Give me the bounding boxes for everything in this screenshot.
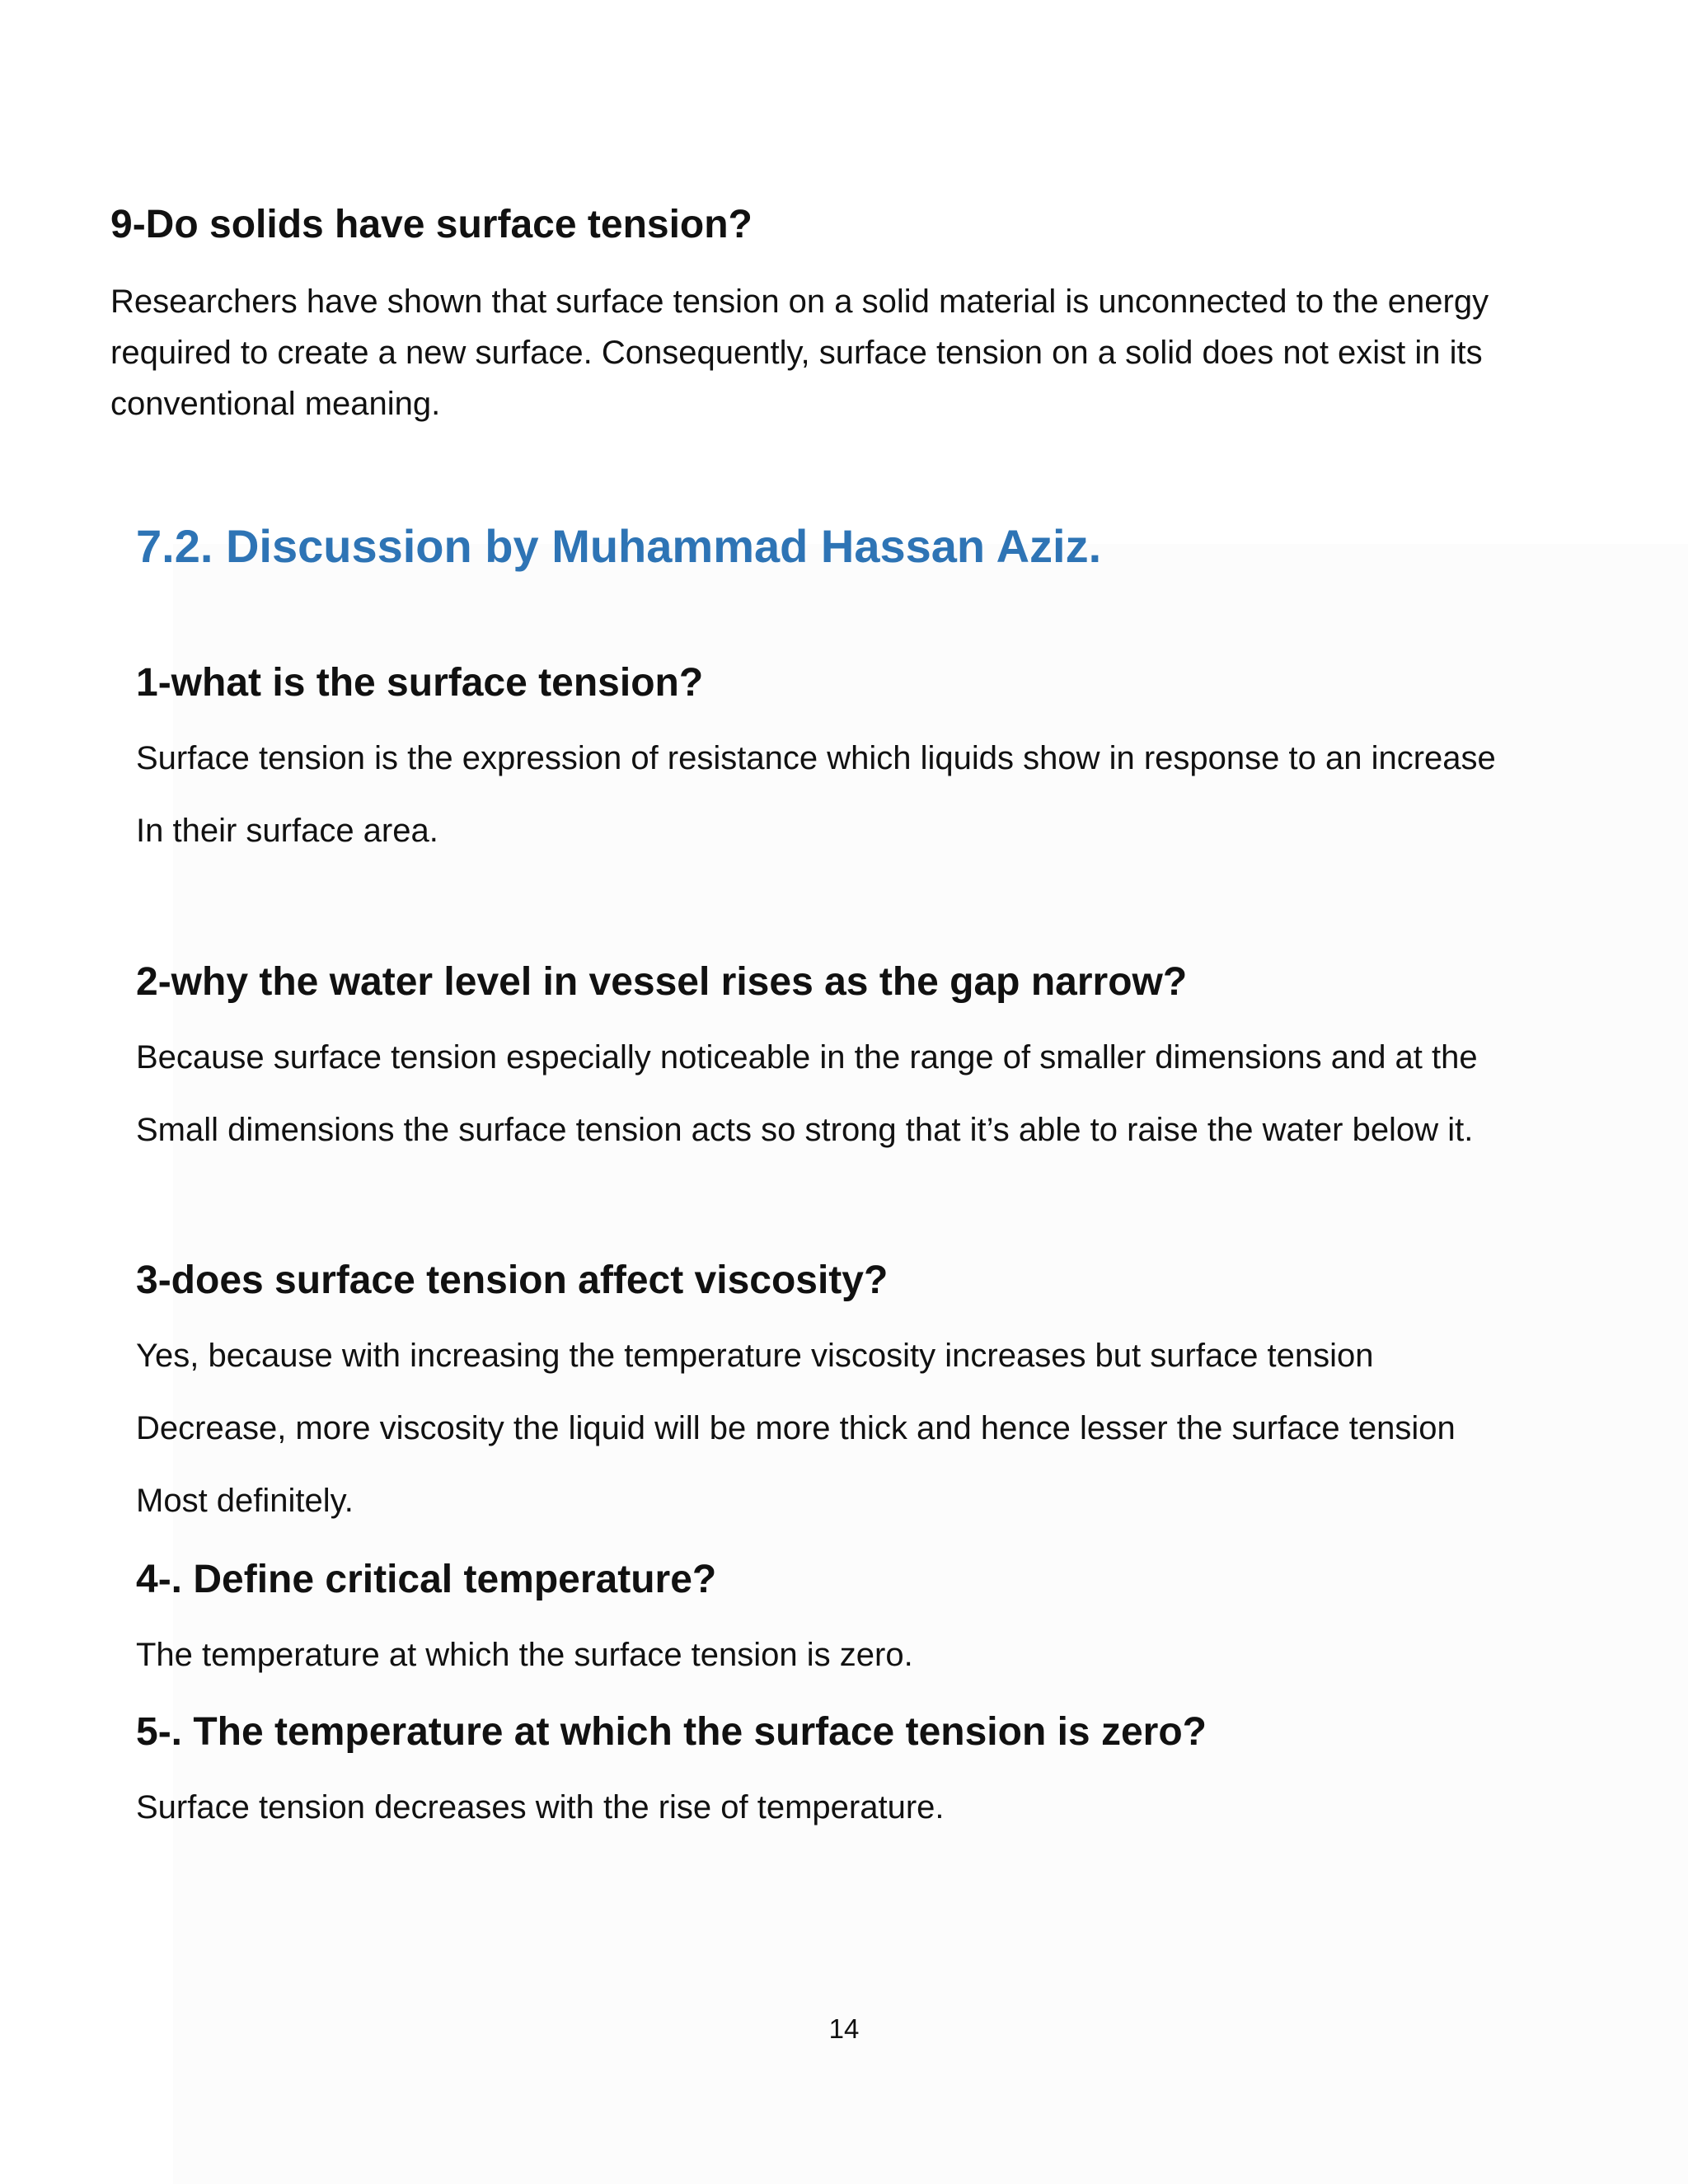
- question-3: [136, 1255, 888, 1306]
- answer-line: required to create a new surface. Consequently, surface tension on a solid does not exist in its: [110, 335, 1483, 371]
- answer-line: Decrease, more viscosity the liquid will be more thick and hence lesser the surface tension: [136, 1410, 1456, 1446]
- answer-line: Surface tension decreases with the rise of temperature.: [136, 1789, 945, 1825]
- answer-line: Small dimensions the surface tension acts so strong that it’s able to raise the water below it.: [136, 1112, 1474, 1148]
- question-9-heading: 9-Do solids have surface tension?: [110, 203, 753, 246]
- question-1-answer: [136, 722, 1496, 867]
- question-4-answer: [136, 1619, 913, 1691]
- question-4-heading: 4-. Define critical temperature?: [136, 1558, 717, 1601]
- answer-line: conventional meaning.: [110, 386, 441, 422]
- question-1: [136, 658, 703, 709]
- question-3-answer: [136, 1319, 1456, 1537]
- page-number: 14: [828, 2013, 860, 2044]
- answer-line: Yes, because with increasing the temperature viscosity increases but surface tension: [136, 1338, 1374, 1374]
- answer-line: In their surface area.: [136, 813, 438, 849]
- question-2-heading: 2-why the water level in vessel rises as the gap narrow?: [136, 960, 1188, 1004]
- question-5-heading: 5-. The temperature at which the surface tension is zero?: [136, 1710, 1207, 1754]
- question-1-heading: 1-what is the surface tension?: [136, 661, 704, 705]
- question-5: [136, 1707, 1207, 1758]
- question-2: [136, 957, 1187, 1008]
- answer-line: Because surface tension especially noticeable in the range of smaller dimensions and at the: [136, 1039, 1478, 1076]
- section: [136, 518, 1101, 575]
- question-4: [136, 1554, 716, 1605]
- question-2-answer: [136, 1021, 1478, 1166]
- question-9: [110, 199, 753, 251]
- answer-line: Researchers have shown that surface tension on a solid material is unconnected to the energy: [110, 284, 1489, 320]
- question-5-answer: [136, 1771, 945, 1844]
- answer-line: The temperature at which the surface tension is zero.: [136, 1637, 913, 1673]
- section-heading: 7.2. Discussion by Muhammad Hassan Aziz.: [136, 520, 1102, 572]
- answer-line: Surface tension is the expression of resistance which liquids show in response to an increase: [136, 740, 1496, 776]
- question-3-heading: 3-does surface tension affect viscosity?: [136, 1258, 889, 1302]
- question-9-answer: [110, 276, 1489, 429]
- answer-line: Most definitely.: [136, 1483, 354, 1519]
